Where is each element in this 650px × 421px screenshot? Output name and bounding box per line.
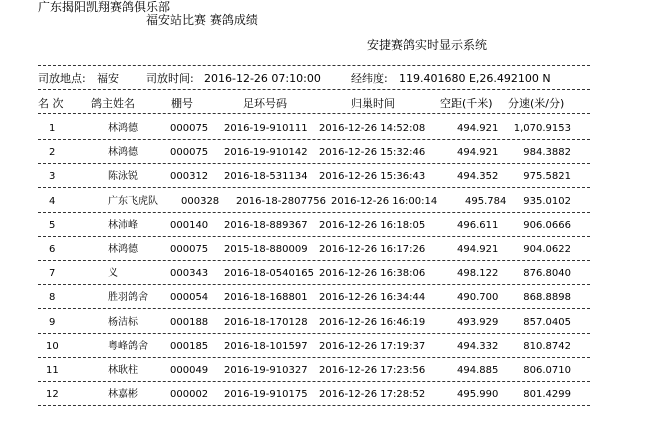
row-divider (38, 333, 590, 334)
row-divider (38, 405, 590, 406)
row-divider (38, 187, 590, 188)
cell-ring: 2016-19-910175 (224, 389, 308, 401)
cell-distance: 494.352 (457, 171, 499, 183)
cell-rank: 7 (49, 268, 56, 280)
cell-rank: 8 (49, 292, 56, 304)
row-divider (38, 139, 590, 140)
cell-ring: 2016-18-2807756 (236, 195, 326, 207)
cell-owner: 粤峰鸽舍 (108, 340, 148, 352)
cell-loft: 000002 (170, 389, 209, 401)
cell-distance: 494.921 (457, 147, 499, 159)
col-header-speed: 分速(米/分) (508, 97, 565, 110)
cell-return-time: 2016-12-26 16:18:05 (319, 219, 426, 231)
cell-ring: 2016-18-889367 (224, 219, 308, 231)
row-divider (38, 163, 590, 164)
cell-ring: 2016-19-910327 (224, 365, 308, 376)
cell-speed: 904.0622 (523, 244, 571, 255)
cell-rank: 5 (49, 219, 56, 231)
cell-owner: 胜羽鸽舍 (108, 292, 148, 304)
cell-return-time: 2016-12-26 15:36:43 (319, 171, 426, 183)
cell-rank: 4 (49, 195, 56, 207)
cell-speed: 935.0102 (523, 195, 571, 207)
cell-owner: 陈泳锐 (108, 171, 138, 183)
cell-owner: 林鸿德 (108, 244, 138, 255)
divider-info (38, 89, 590, 90)
cell-speed: 801.4299 (523, 389, 571, 401)
cell-distance: 493.929 (457, 316, 499, 328)
col-header-return-time: 归巢时间 (351, 97, 395, 110)
cell-speed: 984.3882 (523, 147, 571, 159)
row-divider (38, 284, 590, 285)
cell-owner: 林沛峰 (108, 219, 138, 231)
divider-top (38, 65, 590, 66)
cell-speed: 806.0710 (523, 365, 571, 376)
cell-loft: 000054 (170, 292, 209, 304)
cell-return-time: 2016-12-26 16:46:19 (319, 316, 426, 328)
cell-loft: 000312 (170, 171, 209, 183)
cell-rank: 6 (49, 244, 56, 255)
cell-owner: 林嘉彬 (108, 389, 138, 401)
cell-rank: 9 (49, 316, 56, 328)
row-divider (38, 357, 590, 358)
release-place-label: 司放地点: (38, 72, 86, 85)
cell-speed: 975.5821 (523, 171, 571, 183)
cell-return-time: 2016-12-26 14:52:08 (319, 123, 426, 134)
cell-owner: 林鸿德 (108, 123, 138, 134)
cell-rank: 11 (46, 365, 59, 376)
cell-ring: 2016-18-170128 (224, 316, 308, 328)
system-name: 安捷赛鸽实时显示系统 (367, 38, 488, 52)
cell-return-time: 2016-12-26 16:00:14 (331, 195, 438, 207)
cell-speed: 876.8040 (523, 268, 571, 280)
cell-loft: 000075 (170, 147, 209, 159)
cell-loft: 000185 (170, 340, 209, 352)
cell-distance: 494.921 (457, 244, 499, 255)
col-header-distance: 空距(千米) (440, 97, 493, 110)
cell-loft: 000343 (170, 268, 209, 280)
col-header-ring: 足环号码 (243, 97, 287, 110)
cell-owner: 林耿柱 (108, 365, 138, 376)
cell-ring: 2016-18-168801 (224, 292, 308, 304)
cell-loft: 000140 (170, 219, 209, 231)
cell-owner: 广东飞虎队 (108, 195, 158, 207)
release-time-value: 2016-12-26 07:10:00 (204, 72, 321, 85)
club-name: 广东揭阳凯翔赛鸽俱乐部 (38, 0, 171, 14)
cell-distance: 494.885 (457, 365, 499, 376)
cell-distance: 495.784 (465, 195, 507, 207)
cell-owner: 杨洁标 (108, 316, 138, 328)
cell-ring: 2015-18-880009 (224, 244, 308, 255)
cell-distance: 498.122 (457, 268, 499, 280)
cell-return-time: 2016-12-26 16:38:06 (319, 268, 426, 280)
cell-return-time: 2016-12-26 17:28:52 (319, 389, 426, 401)
cell-speed: 1,070.9153 (513, 123, 571, 134)
cell-distance: 490.700 (457, 292, 499, 304)
cell-rank: 1 (49, 123, 56, 134)
cell-distance: 495.990 (457, 389, 499, 401)
cell-rank: 10 (46, 340, 59, 352)
row-divider (38, 381, 590, 382)
cell-ring: 2016-19-910111 (224, 123, 308, 134)
coords-label: 经纬度: (351, 72, 388, 85)
cell-ring: 2016-18-0540165 (224, 268, 314, 280)
cell-loft: 000328 (181, 195, 220, 207)
cell-owner: 林鸿德 (108, 147, 138, 159)
cell-speed: 810.8742 (523, 340, 571, 352)
coords-value: 119.401680 E,26.492100 N (399, 72, 551, 85)
cell-distance: 494.332 (457, 340, 499, 352)
col-header-loft: 棚号 (171, 97, 193, 110)
race-title: 福安站比赛 赛鸽成绩 (146, 13, 258, 27)
cell-speed: 857.0405 (523, 316, 571, 328)
cell-distance: 496.611 (457, 219, 499, 231)
cell-return-time: 2016-12-26 17:19:37 (319, 340, 426, 352)
cell-return-time: 2016-12-26 17:23:56 (319, 365, 426, 376)
release-time-label: 司放时间: (146, 72, 194, 85)
cell-loft: 000075 (170, 123, 209, 134)
cell-return-time: 2016-12-26 15:32:46 (319, 147, 426, 159)
cell-loft: 000075 (170, 244, 209, 255)
cell-rank: 3 (49, 171, 56, 183)
cell-speed: 906.0666 (523, 219, 571, 231)
col-header-owner: 鸽主姓名 (91, 97, 135, 110)
cell-ring: 2016-18-531134 (224, 171, 308, 183)
row-divider (38, 260, 590, 261)
col-header-rank: 名 次 (38, 97, 64, 110)
cell-owner: 义 (108, 268, 118, 280)
cell-rank: 2 (49, 147, 56, 159)
row-divider (38, 308, 590, 309)
release-place-value: 福安 (97, 72, 119, 85)
cell-loft: 000188 (170, 316, 209, 328)
cell-distance: 494.921 (457, 123, 499, 134)
cell-speed: 868.8898 (523, 292, 571, 304)
cell-return-time: 2016-12-26 16:17:26 (319, 244, 426, 255)
cell-ring: 2016-19-910142 (224, 147, 308, 159)
cell-ring: 2016-18-101597 (224, 340, 308, 352)
cell-loft: 000049 (170, 365, 209, 376)
cell-rank: 12 (46, 389, 59, 401)
row-divider (38, 236, 590, 237)
divider-header (38, 113, 590, 114)
cell-return-time: 2016-12-26 16:34:44 (319, 292, 426, 304)
row-divider (38, 212, 590, 213)
